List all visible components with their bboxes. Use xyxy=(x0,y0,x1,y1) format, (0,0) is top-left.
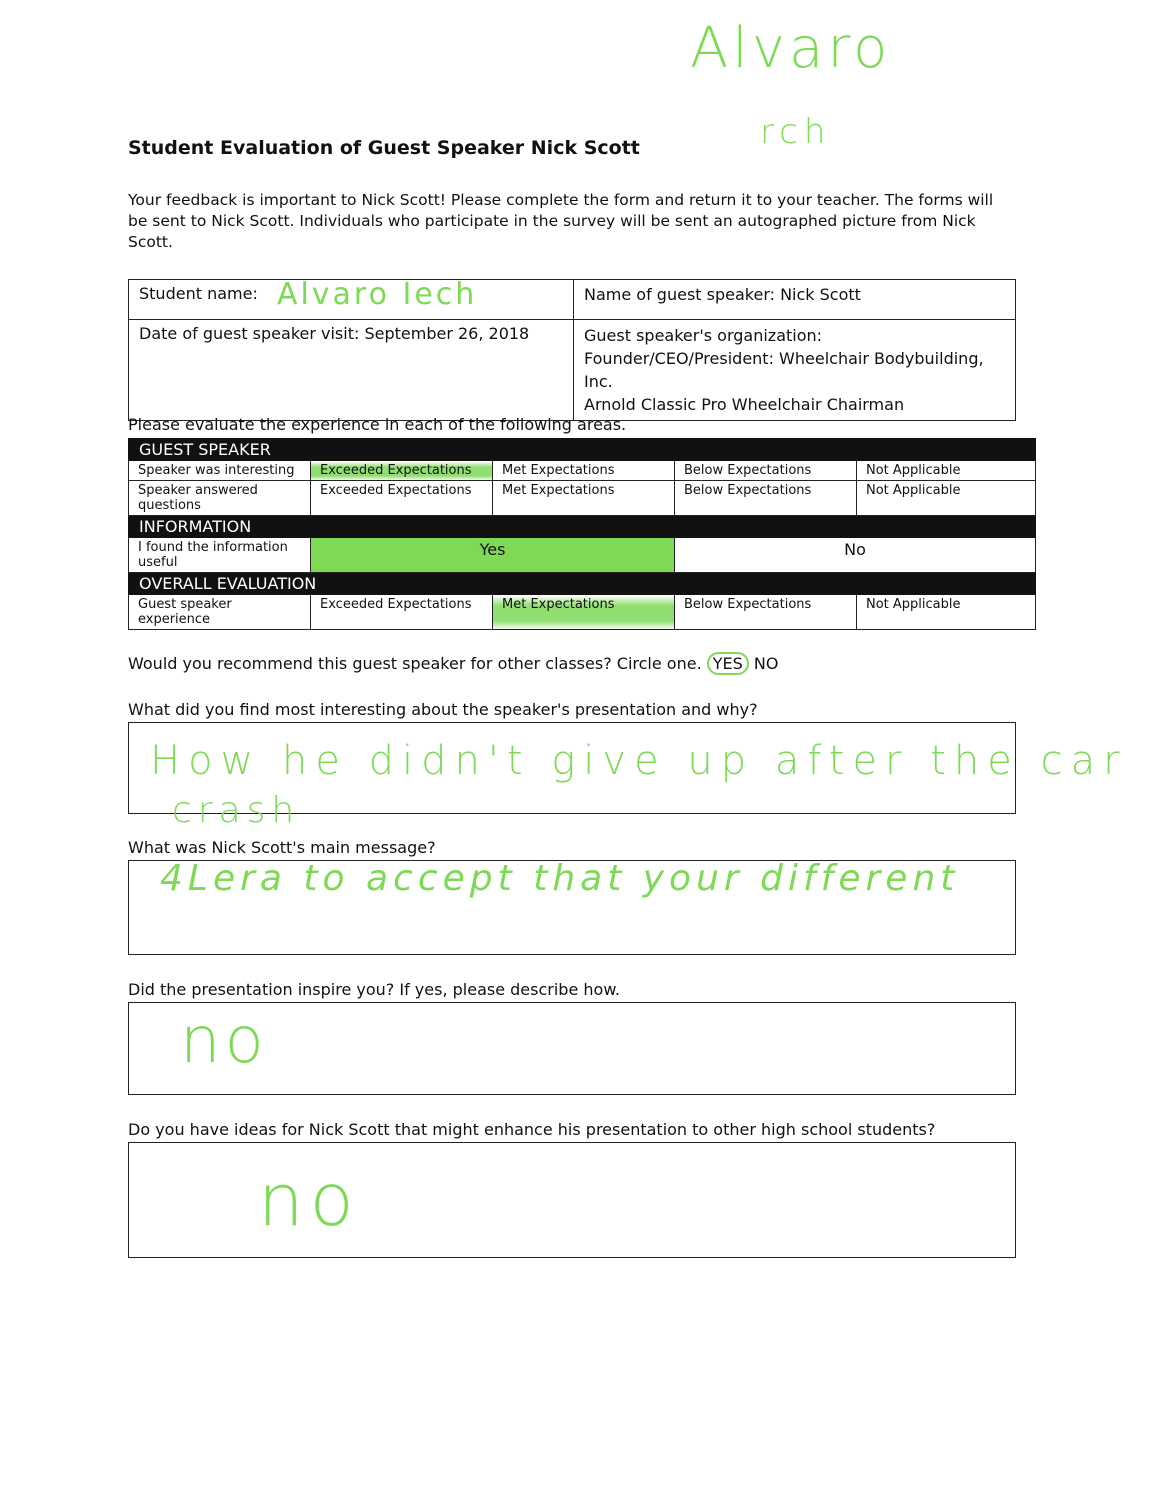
section-overall: OVERALL EVALUATION xyxy=(129,573,1036,595)
info-table xyxy=(128,276,1016,421)
section-information: INFORMATION xyxy=(129,516,1036,538)
recommend-question xyxy=(128,652,778,675)
organization-cell xyxy=(574,320,1016,421)
row-interesting-below[interactable]: Below Expectations xyxy=(675,461,857,481)
question-main-message: What was Nick Scott's main message? xyxy=(128,838,436,857)
corner-name-line2: rch xyxy=(760,112,832,152)
row-useful-label: I found the information useful xyxy=(129,538,311,573)
org-line2: Arnold Classic Pro Wheelchair Chairman xyxy=(584,395,905,414)
answer-most-interesting-line2: crash xyxy=(172,790,301,831)
visit-date: Date of guest speaker visit: September 26, 2018 xyxy=(129,320,574,421)
evaluate-intro: Please evaluate the experience in each of the following areas. xyxy=(128,415,627,434)
page-title: Student Evaluation of Guest Speaker Nick Scott xyxy=(128,137,640,159)
answer-ideas: no xyxy=(258,1158,360,1242)
recommend-yes-circled[interactable]: YES xyxy=(707,652,749,675)
row-interesting-na[interactable]: Not Applicable xyxy=(857,461,1036,481)
question-ideas: Do you have ideas for Nick Scott that might enhance his presentation to other high school students? xyxy=(128,1120,936,1139)
row-answered-below[interactable]: Below Expectations xyxy=(675,481,857,516)
row-answered-exceeded[interactable]: Exceeded Expectations xyxy=(311,481,493,516)
corner-name-line1: Alvaro xyxy=(690,16,892,81)
answer-most-interesting-line1: How he didn't give up after the car xyxy=(150,738,1128,784)
guest-speaker-name: Name of guest speaker: Nick Scott xyxy=(574,280,1016,320)
row-useful-yes[interactable]: Yes xyxy=(311,538,675,573)
answer-main-message: 4Lera to accept that your different xyxy=(160,858,960,899)
row-experience-na[interactable]: Not Applicable xyxy=(857,595,1036,630)
recommend-no[interactable]: NO xyxy=(753,654,779,673)
question-inspire: Did the presentation inspire you? If yes, please describe how. xyxy=(128,980,621,999)
org-label: Guest speaker's organization: xyxy=(584,326,823,345)
row-experience-exceeded[interactable]: Exceeded Expectations xyxy=(311,595,493,630)
row-interesting-met[interactable]: Met Expectations xyxy=(493,461,675,481)
student-name-value: Alvaro Iech xyxy=(276,276,478,312)
row-interesting-label: Speaker was interesting xyxy=(129,461,311,481)
recommend-text: Would you recommend this guest speaker for other classes? Circle one. xyxy=(128,654,702,673)
answer-inspire: no xyxy=(180,1004,268,1078)
row-useful-no[interactable]: No xyxy=(675,538,1036,573)
row-experience-label: Guest speaker experience xyxy=(129,595,311,630)
row-answered-met[interactable]: Met Expectations xyxy=(493,481,675,516)
student-name-label: Student name: xyxy=(139,284,258,303)
row-experience-below[interactable]: Below Expectations xyxy=(675,595,857,630)
student-name-cell[interactable] xyxy=(129,276,574,320)
corner-handwritten-name xyxy=(690,16,890,156)
evaluation-table xyxy=(128,438,1036,630)
intro-text: Your feedback is important to Nick Scott! Please complete the form and return it to your teacher. The forms will be sent to Nick Scott. Individuals who participate in the survey will be sent an autographed picture from Nick Scott. xyxy=(128,191,994,251)
row-answered-na[interactable]: Not Applicable xyxy=(857,481,1036,516)
row-experience-met[interactable]: Met Expectations xyxy=(493,595,675,630)
row-interesting-exceeded[interactable]: Exceeded Expectations xyxy=(311,461,493,481)
org-line1: Founder/CEO/President: Wheelchair Bodybuilding, Inc. xyxy=(584,349,984,391)
row-answered-label: Speaker answered questions xyxy=(129,481,311,516)
section-guest-speaker: GUEST SPEAKER xyxy=(129,439,1036,461)
question-most-interesting: What did you find most interesting about the speaker's presentation and why? xyxy=(128,700,758,719)
